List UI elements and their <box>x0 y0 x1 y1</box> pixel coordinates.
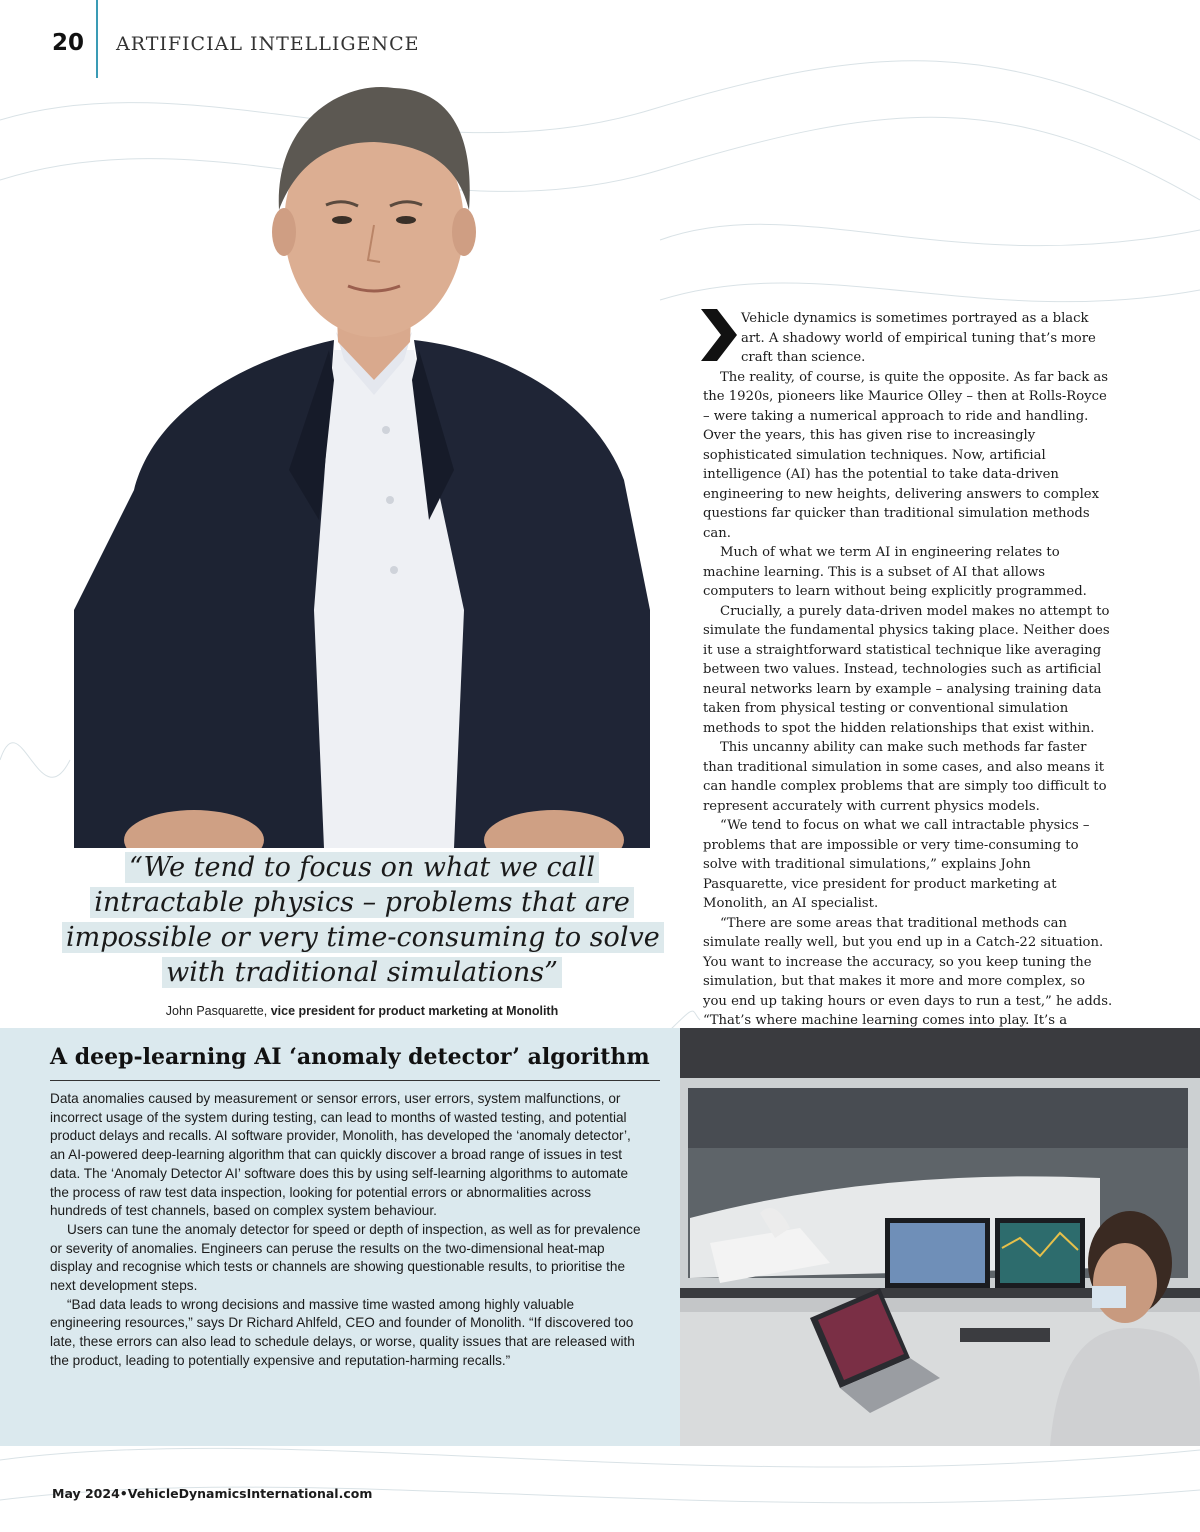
attribution-name: John Pasquarette, <box>165 1004 268 1018</box>
box-heading: A deep-learning AI ‘anomaly detector’ algorithm <box>50 1044 650 1070</box>
chevron-dropcap-icon <box>701 309 741 365</box>
portrait-photo <box>74 50 650 848</box>
article-paragraph: “There are some areas that traditional methods can simulate really well, but you end up in a Catch-22 situation. You want to increase the accuracy, so you keep tuning the simulation, but that makes it more and more complex, so you end up taking hours or even days to run a test,” he adds. “That’s where machine learning comes into play. It’s a <box>703 915 1113 1028</box>
lab-illustration <box>680 1028 1200 1446</box>
article-paragraph: Crucially, a purely data-driven model makes no attempt to simulate the fundamental physics taking place. Neither does it use a straightforward statistical technique like averaging between two values. Instead, technologies such as artificial neural networks learn by example – analysing training data taken from physical testing or conventional simulation methods to spot the hidden relationships that exist within. <box>703 603 1110 736</box>
article-paragraph: Much of what we term AI in engineering relates to machine learning. This is a subset of AI that allows computers to learn without being explicitly programmed. <box>703 545 1087 599</box>
box-body <box>50 1090 648 1371</box>
box-paragraph: Users can tune the anomaly detector for speed or depth of inspection, as well as for prevalence or severity of anomalies. Engineers can peruse the results on the two-dimensional heat-map display and recognise which tests or channels are showing questionable results, to prioritise the next development steps. <box>50 1221 641 1294</box>
box-heading-rule <box>50 1080 660 1081</box>
section-title: ARTIFICIAL INTELLIGENCE <box>116 33 420 55</box>
page-number: 20 <box>52 30 85 56</box>
article-paragraph: This uncanny ability can make such methods far faster than traditional simulation in some cases, and also means it can handle complex problems that are simply too difficult to represent accurately with current physics models. <box>703 740 1107 814</box>
article-paragraph: “We tend to focus on what we call intractable physics – problems that are impossible or very time-consuming to solve with traditional simulations,” explains John Pasquarette, vice president for product marketing at Monolith, an AI specialist. <box>703 818 1090 911</box>
box-paragraph: Data anomalies caused by measurement or sensor errors, user errors, system malfunctions, or incorrect usage of the system during testing, can lead to months of wasted testing, and potential product delays and recalls. AI software provider, Monolith, has developed the ‘anomaly detector’, an AI-powered deep-learning algorithm that can quickly discover a broad range of issues in test data. The ‘Anomaly Detector AI’ software does this by using self-learning algorithms to automate the process of raw test data inspection, looking for potential errors or abnormalities across hundreds of test channels, based on complex system behaviour. <box>50 1091 631 1219</box>
attribution-role: vice president for product marketing at Monolith <box>270 1004 559 1018</box>
pull-quote-attribution <box>62 1004 662 1018</box>
pull-quote <box>62 850 662 990</box>
footer-date: May 2024 <box>52 1486 120 1501</box>
page-footer <box>52 1486 372 1501</box>
portrait-illustration <box>74 50 650 848</box>
pull-quote-text: “We tend to focus on what we call intractable physics – problems that are impossible or very time-consuming to solve with traditional simulations” <box>62 852 664 988</box>
footer-site: VehicleDynamicsInternational.com <box>127 1486 373 1501</box>
box-paragraph: “Bad data leads to wrong decisions and massive time wasted among highly valuable engineering resources,” says Dr Richard Ahlfeld, CEO and founder of Monolith. “If discovered too late, these errors can also lead to schedule delays, or worse, quality issues that are released with the product, leading to potentially expensive and reputation-harming recalls.” <box>50 1296 635 1368</box>
article-paragraph: Vehicle dynamics is sometimes portrayed as a black art. A shadowy world of empirical tuning that’s more craft than science. <box>741 311 1096 365</box>
footer-separator: • <box>119 1486 128 1501</box>
article-body <box>703 309 1113 1050</box>
article-paragraph: The reality, of course, is quite the opposite. As far back as the 1920s, pioneers like Maurice Olley – then at Rolls-Royce – were taking a numerical approach to ride and handling. Over the years, this has given rise to increasingly sophisticated simulation techniques. Now, artificial intelligence (AI) has the potential to take data-driven engineering to new heights, delivering answers to complex questions far quicker than traditional simulation methods can. <box>703 369 1109 541</box>
lab-photo <box>680 1028 1200 1446</box>
